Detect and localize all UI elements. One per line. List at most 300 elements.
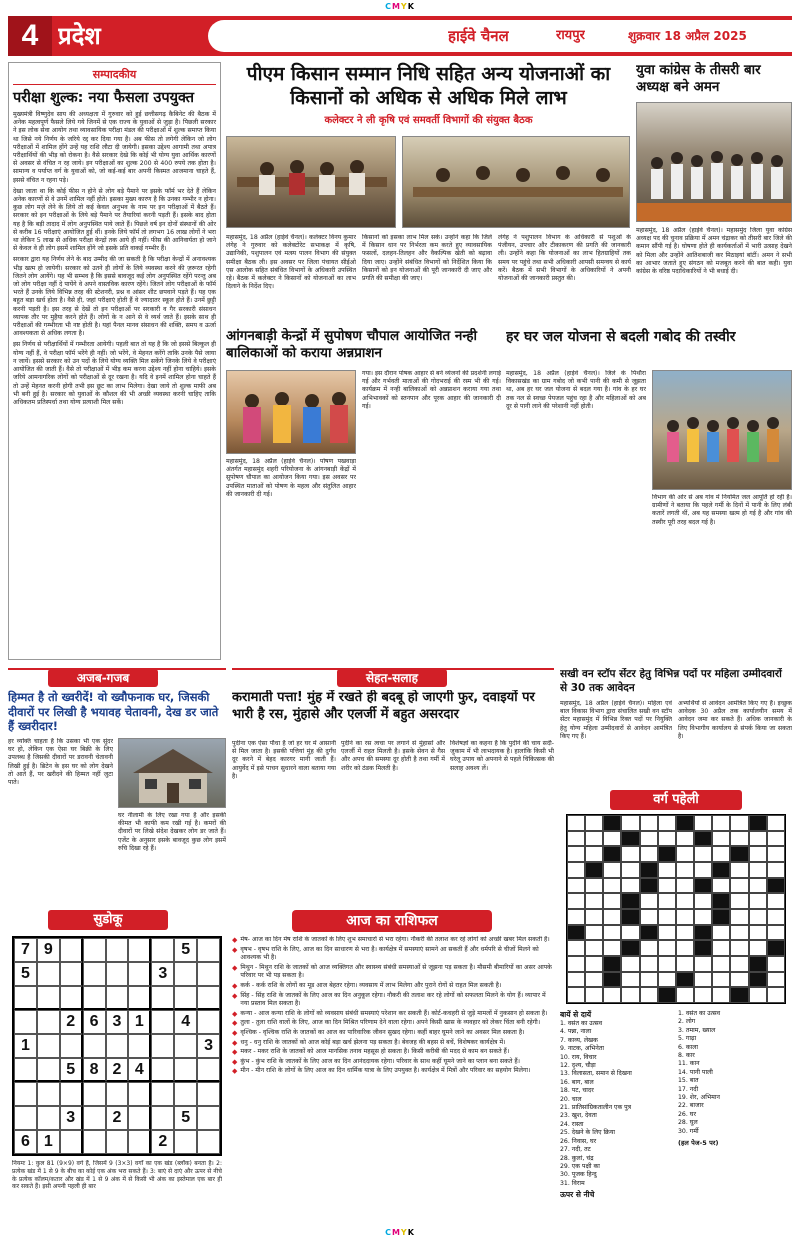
sudoku-cell	[197, 1082, 220, 1106]
crossword-cell	[749, 956, 767, 972]
water-body-1: महासमुंद, 18 अप्रैल (हाईवे चैनल)। जिले के पिथौरा विकासखंड का ग्राम गबोद जो कभी पानी की कमी से जूझता था, अब हर घर जल योजना से बदल गया है। गांव के हर घर तक नल से स्वच्छ पेयजल पहुंच रहा है और महिलाओं को अब दूर से पानी लाने की परेशानी नहीं होती।	[506, 370, 646, 410]
crossword-cell	[712, 909, 730, 925]
zodiac-icon: ◆	[232, 963, 238, 972]
anganwadi-body-1: महासमुंद, 18 अप्रैल (हाईवे चैनल)। पोषण पखवाड़ा अंतर्गत महासमुंद शहरी परियोजना के आंगनबाड़ी केंद्रों में सुपोषण चौपाल का आयोजन किया गया। इस अवसर पर उपस्थित माताओं को पोषण के महत्व और संतुलित आहार की जानकारी दी गई।	[226, 458, 356, 498]
sudoku-cell	[151, 1082, 174, 1106]
crossword-cell	[585, 862, 603, 878]
crossword-clue: 30. गर्मी	[678, 1127, 699, 1135]
ajab-gajab-story	[8, 668, 226, 904]
sudoku-cell: 4	[128, 1058, 151, 1082]
crossword-clue: 27. नदी, तट	[560, 1146, 591, 1154]
crossword-cell	[603, 846, 621, 862]
sudoku-cell	[106, 1034, 129, 1058]
sudoku-cell	[174, 986, 197, 1010]
sudoku-label: सुडोकू	[48, 910, 168, 930]
sudoku-cell	[83, 1034, 106, 1058]
crossword-cell	[658, 831, 676, 847]
crossword-cell	[730, 815, 748, 831]
section-title: प्रदेश	[58, 22, 101, 50]
crossword-cell	[676, 862, 694, 878]
sudoku-cell	[151, 1034, 174, 1058]
crossword-cell	[621, 815, 639, 831]
crossword-answer-note: (हल पेज-5 पर)	[678, 1139, 719, 1148]
rashifal-item	[232, 982, 554, 991]
page-header	[8, 16, 792, 56]
crossword-cell	[621, 940, 639, 956]
sudoku-cell	[60, 986, 83, 1010]
rashifal-item	[232, 936, 554, 945]
crossword-cell	[767, 862, 785, 878]
crossword-cell	[567, 815, 585, 831]
crossword-cell	[730, 987, 748, 1003]
sudoku-cell: 5	[174, 938, 197, 962]
lead-photo	[226, 136, 396, 228]
sudoku-cell: 7	[14, 938, 37, 962]
crossword-clue: 7. काव्य, लेखक	[560, 1036, 598, 1044]
crossword-cell	[585, 909, 603, 925]
editorial-para-2: देखा जाता था कि कोई फीस न होने से लोग बड़े पैमाने पर इसके फॉर्म भर देते हैं लेकिन अनेक कारणों से वे उनमें शामिल नहीं होते। इसका मुख्य कारण है कि उनका गम्भीर न होना। कुछ लोग मज़े लेने के लिये तो कई केवल अनुभव के नाम पर इन परीक्षाओं में बैठते हैं। सरकार को इन परीक्षाओं के लिये बड़े पैमाने पर तैयारियां करनी पड़ती हैं। इसके बाद होता यह है कि बड़ी तादाद में लोग अनुपस्थित पाये जाते हैं। पिछले वर्ष इन दोनों संस्थानों की ओर से करीब 16 परीक्षाएं आयोजित हुई थीं। इनके लिये फॉर्म तो लगभग 16 लाख लोगों ने भरा था लेकिन 5 लाख से अधिक परीक्षा केन्द्रों तक आये ही नहीं। फीस की आनिवार्यता हो जाने से केवल वे ही लोग इसमें शामिल होंगे जो इसके प्रति वाकई गम्भीर हैं।	[13, 187, 216, 253]
crossword-clue: 30. पूजक हिन्दु	[560, 1171, 597, 1179]
crossword-cell	[730, 893, 748, 909]
crossword-cell	[640, 909, 658, 925]
anganwadi-body-2: गया। इस दौरान पोषक आहार से बने व्यंजनों की प्रदर्शनी लगाई गई और गर्भवती माताओं की गोदभराई की रस्म भी की गई। कार्यक्रम में नन्ही बालिकाओं को अन्नप्राशन कराया गया तथा अभिभावकों को स्तनपान और पूरक आहार की जानकारी दी गई।	[362, 370, 501, 410]
crossword-cell	[712, 925, 730, 941]
zodiac-icon: ◆	[232, 936, 238, 944]
crossword-cell	[658, 972, 676, 988]
sudoku-cell	[14, 1058, 37, 1082]
crossword-cell	[730, 940, 748, 956]
crossword-cell	[658, 862, 676, 878]
rashifal-item	[232, 992, 554, 1009]
crossword-cell	[567, 831, 585, 847]
crossword-cell	[676, 940, 694, 956]
sudoku-cell	[14, 1082, 37, 1106]
sudoku-cell	[14, 1010, 37, 1034]
crossword-cell	[712, 862, 730, 878]
sudoku-cell	[83, 1130, 106, 1154]
crossword-cell	[640, 925, 658, 941]
crossword-cell	[567, 925, 585, 941]
crossword-cell	[603, 815, 621, 831]
sakhi-story	[560, 668, 792, 788]
sudoku-cell	[106, 1082, 129, 1106]
crossword-clue: 24. रास्ता	[560, 1120, 584, 1128]
ajab-body-2: घर नीलामी के लिए रखा गया है और इसकी कीमत भी काफी कम रखी गई है। कमरों की दीवारों पर लिखे संदेश देखकर लोग डर जाते हैं। एजेंट के अनुसार इसके बावजूद कुछ लोग इसमें रुचि दिखा रहे हैं।	[118, 812, 226, 852]
crossword-clue: 29. एक पक्षी का	[560, 1162, 600, 1170]
health-body-2: पुदीने का रस त्वचा पर लगाने से मुंहासों और एलर्जी में राहत मिलती है। इसके सेवन से गैस और अपच की समस्या दूर होती है तथा गर्मी में शरीर को ठंडक मिलती है।	[341, 740, 445, 772]
crossword-cell	[658, 956, 676, 972]
crossword-cell	[749, 862, 767, 878]
crossword-cell	[658, 893, 676, 909]
crossword-cell	[621, 909, 639, 925]
sudoku-cell	[60, 962, 83, 986]
lead-headline: पीएम किसान सम्मान निधि सहित अन्य योजनाओं का किसानों को अधिक से अधिक मिले लाभ	[246, 63, 611, 109]
ajab-body-1: हर व्यक्ति चाहता है कि उसका भी एक सुंदर घर हो, लेकिन एक ऐसा घर बिक्री के लिए उपलब्ध है जिसकी दीवारों पर डरावनी चेतावनी लिखी हुई है। ब्रिटेन के इस घर को लोग देखने तो आते हैं, पर खरीदने की हिम्मत नहीं जुटा पाते।	[8, 738, 113, 787]
crossword-cell	[712, 878, 730, 894]
sudoku-grid	[12, 936, 222, 1156]
crossword-clue: 12. दृश्य, चौड़ा	[560, 1062, 596, 1070]
crossword-clue: 13. विलासता, समान से दिखना	[560, 1070, 632, 1078]
sudoku-cell	[60, 1034, 83, 1058]
crossword-cell	[640, 846, 658, 862]
rashifal-text: कर्क - कर्क राशि के लोगों का मूड आज बेहतर रहेगा। व्यवसाय में लाभ मिलेगा और पुराने रोगों से राहत मिल सकती है।	[240, 981, 502, 989]
crossword-cell	[585, 972, 603, 988]
crossword-clue: 18. पट, चादर	[560, 1087, 594, 1095]
crossword-cell	[621, 925, 639, 941]
ajab-label: अजब-गजब	[48, 669, 158, 687]
crossword-cell	[767, 846, 785, 862]
crossword-cell	[694, 831, 712, 847]
crossword-clue: 26. घर	[678, 1110, 696, 1118]
sakhi-headline: सखी वन स्टॉप सेंटर हेतु विभिन्न पदों पर महिला उम्मीदवारों से 30 तक आवेदन	[560, 668, 782, 694]
rashifal-text: वृषभ - वृषभ राशि के लिए, आज का दिन साधारण से भरा है। कार्यक्षेत्र में समस्याएं सामने आ सकती हैं और धर्मपरि से चीजों मिलने को आवश्यक भी है।	[240, 945, 539, 962]
crossword-cell	[694, 956, 712, 972]
sudoku-cell	[83, 938, 106, 962]
crossword-cell	[621, 878, 639, 894]
rashifal-item	[232, 1067, 554, 1076]
health-body-3: विशेषज्ञों का कहना है कि पुदीने की चाय सर्दी-जुकाम में भी लाभदायक है। हालांकि किसी भी घरेलू उपाय को अपनाने से पहले चिकित्सक की सलाह अवश्य लें।	[450, 740, 554, 772]
crossword-clue: 2. लोग	[678, 1018, 696, 1026]
crossword-clue: 15. बात	[678, 1077, 699, 1085]
crossword-cell	[712, 846, 730, 862]
water-headline: हर घर जल योजना से बदली गबोद की तस्वीर	[506, 329, 736, 345]
editorial-para-4: इस निर्णय से परीक्षार्थियों में गम्भीरता आयेगी। पहली बात तो यह है कि जो इससे बिल्कुल ही योग्य नहीं हैं, वे परीक्षा फॉर्म भरेंगे ही नहीं। जो भरेंगे, वे मेहनत करेंगे ताकि उनके पैसे जाया न जायें। इससे सरकार को उन पदों के लिये योग्य व्यक्ति मिल सकेंगे जिनके लिये वे परीक्षाएं आयोजित की जाती हैं। वैसे तो परीक्षाओं में भीड़ कम करना उद्देश्य नहीं होना चाहिये। इसके जरिये आमनागरिक लोगों को परीक्षाओं से दूर रखना है। यदि वे इनमें शामिल होना चाहते हैं तो उन्हें मेहनत करनी होगी तभी इस छूट का लाभ मिलेगा। देखा जाये तो शुल्क माफी अब भी बनी हुई है। सरकार को युवाओं के कौशल की भी अच्छी व्यवस्था करनी चाहिए ताकि अधिकतम प्रतिस्पर्धा तथा योग्य प्रत्याशी मिल सकें।	[13, 341, 216, 406]
crossword-cell	[603, 909, 621, 925]
sudoku-cell	[37, 1010, 60, 1034]
sudoku-cell	[106, 962, 129, 986]
print-registration-bottom: CMYK	[385, 1228, 415, 1237]
crossword-cell	[640, 893, 658, 909]
sudoku-cell	[151, 986, 174, 1010]
crossword-cell	[694, 893, 712, 909]
rashifal-item	[232, 1048, 554, 1057]
sudoku-cell	[83, 986, 106, 1010]
rashifal-section	[232, 910, 554, 1236]
water-story	[506, 328, 792, 664]
crossword-cell	[767, 878, 785, 894]
editorial-para-3: सरकार द्वारा यह निर्णय लेने के बाद उम्मीद की जा सकती है कि परीक्षा केन्द्रों में अनावश्यक भीड़ खत्म हो जायेगी। सरकार को उतने ही लोगों के लिये व्यवस्था करने की ज़रूरत रहेगी जितने लोग आयेंगे। यह भी सम्भव है कि इससे बावजूद कई लोग अनुपस्थित रहेंगे परन्तु अब जो लोग परीक्षा नहीं दे पायेंगे वे अपने वास्तविक कारण रहेंगे। जितने लोग परीक्षाओं के फॉर्म भरते हैं उनके लिये विभिन्न तरह की स्टेशनरी, प्रश्न व आंसर शीट छपवाने पड़ते हैं। यह एक बहुत बड़ा खर्च होता है। वैसे ही, जहां परीक्षाएं होती हैं वे ज्यादातर स्कूल होते हैं। उनमें छुट्टी करनी पड़ती है। इस तरह से देखें तो इन परीक्षाओं पर सरकारी व गैर सरकारी संसाधन व्यापक तौर पर मुहैया करने होते हैं। लोगों के न आने से वे व्यर्थ जाते हैं। इसके साथ ही परीक्षाओं की गम्भीरता भी नष्ट होती है। यहां पैनल मानव संसाधन की शक्ति, समय व ऊर्जा आवश्यकता से अधिक लगता है।	[13, 256, 216, 338]
crossword-cell	[694, 878, 712, 894]
crossword-clue: 26. निवास, घर	[560, 1137, 597, 1145]
crossword-clue: 14. पानी पाली	[678, 1068, 713, 1076]
crossword-cell	[567, 846, 585, 862]
crossword-cell	[767, 987, 785, 1003]
crossword-cell	[730, 831, 748, 847]
sudoku-cell	[197, 1058, 220, 1082]
rashifal-item	[232, 1039, 554, 1048]
crossword-cell	[658, 878, 676, 894]
crossword-cell	[676, 831, 694, 847]
crossword-cell	[730, 972, 748, 988]
crossword-clue: 11. कान	[678, 1060, 700, 1068]
sudoku-cell: 2	[60, 1010, 83, 1034]
crossword-cell	[712, 940, 730, 956]
sudoku-cell	[60, 938, 83, 962]
sudoku-section	[8, 910, 226, 1236]
crossword-cell	[585, 893, 603, 909]
crossword-cell	[730, 862, 748, 878]
rashifal-text: तुला - तुला राशि वालों के लिए, आज का दिन मिश्रित परिणाम देने वाला रहेगा। अपने किसी खास के व्यवहार को लेकर चिंता बनी रहेगी।	[240, 1019, 541, 1027]
crossword-cell	[767, 815, 785, 831]
crossword-cell	[567, 972, 585, 988]
sudoku-cell	[60, 1082, 83, 1106]
rashifal-item	[232, 1019, 554, 1028]
sudoku-cell	[197, 986, 220, 1010]
crossword-cell	[585, 956, 603, 972]
sudoku-cell	[174, 962, 197, 986]
rashifal-label: आज का राशिफल	[292, 910, 492, 932]
rashifal-text: मिथुन - मिथुन राशि के जातकों को आज व्यक्तिगत और स्वास्थ्य संबंधी समस्याओं से जूझना पड़ सकता है। मौसमी बीमारियों का असर आपके परिवार पर भी पड़ सकता है।	[240, 963, 552, 980]
crossword-clue: 1. वसंत का उत्सव	[678, 1010, 721, 1017]
crossword-cell	[712, 893, 730, 909]
editorial-title: परीक्षा शुल्क: नया फैसला उपयुक्त	[13, 90, 195, 106]
crossword-cell	[749, 909, 767, 925]
crossword-cell	[585, 831, 603, 847]
zodiac-icon: ◆	[232, 1057, 238, 1066]
crossword-cell	[767, 893, 785, 909]
sudoku-cell	[128, 962, 151, 986]
crossword-cell	[567, 956, 585, 972]
paper-name: हाईवे चैनल	[448, 27, 509, 45]
sudoku-cell	[197, 962, 220, 986]
crossword-cell	[640, 987, 658, 1003]
sudoku-cell	[128, 1106, 151, 1130]
crossword-cell	[676, 956, 694, 972]
issue-date: शुक्रवार 18 अप्रैल 2025	[628, 29, 747, 43]
crossword-clue: 6. काला	[678, 1043, 699, 1051]
crossword-cell	[749, 878, 767, 894]
sudoku-cell	[37, 962, 60, 986]
crossword-clue: 1. वसंत का उत्सव	[560, 1020, 603, 1027]
page-number: 4	[21, 19, 39, 52]
meeting-photo-icon	[403, 137, 630, 228]
crossword-cell	[676, 893, 694, 909]
women-group-photo-icon	[227, 371, 356, 454]
crossword-clue: 21. प्रातिसांग्रिकतालीन एक पुत्र	[560, 1104, 632, 1112]
clues-across	[560, 1010, 672, 1236]
crossword-cell	[658, 846, 676, 862]
crossword-cell	[694, 909, 712, 925]
crossword-cell	[585, 846, 603, 862]
health-story	[232, 668, 554, 904]
crossword-cell	[585, 878, 603, 894]
crossword-cell	[567, 893, 585, 909]
crossword-cell	[712, 972, 730, 988]
sudoku-cell	[60, 1130, 83, 1154]
zodiac-icon: ◆	[232, 1019, 238, 1028]
crossword-cell	[767, 831, 785, 847]
sudoku-cell	[197, 1010, 220, 1034]
anganwadi-headline: आंगनबाड़ी केन्द्रों में सुपोषण चौपाल आयोजित नन्ही बालिकाओं को कराया अन्नप्राशन	[226, 328, 478, 361]
crossword-cell	[658, 987, 676, 1003]
crossword-cell	[621, 987, 639, 1003]
sudoku-cell: 2	[151, 1130, 174, 1154]
crossword-cell	[603, 893, 621, 909]
sudoku-cell: 2	[106, 1058, 129, 1082]
crossword-cell	[749, 972, 767, 988]
editorial-label: सम्पादकीय	[13, 67, 216, 85]
crossword-cell	[676, 815, 694, 831]
crossword-cell	[658, 940, 676, 956]
clues-down	[678, 1010, 792, 1236]
crossword-cell	[640, 815, 658, 831]
meeting-photo-icon	[227, 137, 396, 228]
ajab-headline: हिम्मत है तो ख्वरीदें! वो ख्वौफनाक घर, जिसकी दीवारों पर लिखी है भयावह चेतावनी, देख डर जाते हैं ख्वरीदार!	[8, 690, 219, 733]
sudoku-cell	[83, 1106, 106, 1130]
rashifal-text: सिंह - सिंह राशि के जातकों के लिए आज का दिन अनुकूल रहेगा। नौकरी की तलाश कर रहे लोगों को सफलता मिलने के योग हैं। व्यापार में नया प्रस्ताव मिल सकता है।	[240, 991, 546, 1008]
crossword-cell	[749, 846, 767, 862]
sudoku-cell	[14, 1106, 37, 1130]
sudoku-cell: 9	[37, 938, 60, 962]
sudoku-cell	[151, 1106, 174, 1130]
youth-photo	[636, 102, 792, 222]
sudoku-cell: 6	[83, 1010, 106, 1034]
sudoku-cell	[197, 938, 220, 962]
rashifal-text: मकर - मकर राशि के जातकों को आज मानसिक तनाव महसूस हो सकता है। किसी करीबी की मदद से काम बन सकते हैं।	[240, 1048, 510, 1056]
lead-body-2: किसानों को इसका लाभ मिल सके। उन्होंने कहा कि जिले में किसान धान पर निर्भरता कम करते हुए व्यावसायिक फसलों, दलहन-तिलहन और वैकल्पिक खेती को बढ़ावा दिया जाए। उन्होंने संबंधित विभागों को निर्देशित किया कि किसानों को इन योजनाओं की पूरी जानकारी दी जाए और प्रगति की समीक्षा की जाए।	[362, 234, 492, 283]
crowd-photo-icon	[637, 103, 792, 222]
crossword-cell	[567, 862, 585, 878]
crossword-clue: 28. घुल	[678, 1119, 698, 1127]
crossword-cell	[712, 956, 730, 972]
crossword-cell	[730, 925, 748, 941]
crossword-clue: 4. पन्ना, नाला	[560, 1028, 592, 1036]
zodiac-icon: ◆	[232, 1067, 238, 1076]
crossword-cell	[730, 956, 748, 972]
lead-subhead: कलेक्टर ने ली कृषि एवं समवर्ती विभागों की संयुक्त बैठक	[324, 115, 533, 126]
crossword-clue: 20. चाल	[560, 1095, 582, 1103]
crossword-cell	[585, 987, 603, 1003]
crossword-cell	[585, 815, 603, 831]
sudoku-cell	[106, 1130, 129, 1154]
crossword-cell	[621, 831, 639, 847]
crossword-cell	[676, 846, 694, 862]
sudoku-cell	[37, 986, 60, 1010]
sudoku-cell: 5	[174, 1106, 197, 1130]
crossword-clue: 22. बाजार	[678, 1102, 704, 1110]
crossword-cell	[694, 940, 712, 956]
crossword-grid	[566, 814, 786, 1004]
sudoku-cell	[83, 1082, 106, 1106]
crossword-cell	[640, 956, 658, 972]
crossword-cell	[694, 815, 712, 831]
rashifal-list	[232, 936, 554, 1236]
clues-down-list	[678, 1010, 792, 1136]
sudoku-cell	[197, 1106, 220, 1130]
crossword-cell	[712, 987, 730, 1003]
crossword-cell	[658, 815, 676, 831]
crossword-cell	[603, 956, 621, 972]
crossword-cell	[749, 925, 767, 941]
sudoku-cell: 5	[14, 962, 37, 986]
editorial-para-1: मुख्यमंत्री विष्णुदेव साय की अध्यक्षता में गुरुवार को हुई छत्तीसगढ़ कैबिनेट की बैठक में अनेक महत्वपूर्ण फैसले लिये गये जिनमें से एक राज्य के युवाओं से जुड़ा है। पिछली सरकार ने इस लोक सेवा आयोग तथा व्यावसायिक परीक्षा मंडल की परीक्षाओं में शुल्क समाप्त किया था जिसे नये निर्णय के जरिये रद्द कर दिया गया है। अब फीस तो लगेगी लेकिन जो लोग परीक्षाओं में शामिल होंगे उन्हें यह राशि लौटा दी जायेगी। इसका उद्देश्य आगामी तथा अपात्र परीक्षार्थियों की भीड़ को रोकना है। वैसे सरकार देखे कि कोई भी योग्य युवा आर्थिक कारणों से अवसर से वंचित न रह जाये। इन परीक्षाओं का शुल्क 200 से 400 रुपये तक होता है। सामान्य व पर्याप्त वर्ग के युवाओं को, जो कई-कई बार अपनी किस्मत आजमाना चाहते हैं, इससे वंचित न रहना पड़े।	[13, 111, 216, 184]
youth-body: महासमुंद, 18 अप्रैल (हाईवे चैनल)। महासमुंद जिला युवा कांग्रेस अध्यक्ष पद की चुनाव प्रक्रिया में अमन चंद्राकर को तीसरी बार जिले की कमान सौंपी गई है। घोषणा होते ही कार्यकर्ताओं में भारी उत्साह देखने को मिला और उन्होंने आतिशबाजी कर मिठाइयां बांटीं। अमन ने सभी का आभार जताते हुए संगठन को मजबूत करने की बात कही। युवा कांग्रेस के वरिष्ठ पदाधिकारियों ने भी बधाई दी।	[636, 227, 792, 276]
crossword-cell	[676, 987, 694, 1003]
crossword-cell	[694, 846, 712, 862]
sudoku-cell	[128, 938, 151, 962]
sudoku-cell	[197, 1130, 220, 1154]
crossword-cell	[658, 925, 676, 941]
crossword-cell	[567, 878, 585, 894]
lead-body-3: लंगेह ने पशुपालन विभाग के अधिकारी से पशुओं के पंजीयन, उपचार और टीकाकरण की प्रगति की जानकारी ली। उन्होंने कहा कि योजनाओं का लाभ हितग्राहियों तक समय पर पहुंचे तथा सभी अधिकारी आपसी समन्वय से कार्य करें। बैठक में सभी विभागों के अधिकारियों ने अपनी योजनाओं की जानकारी प्रस्तुत की।	[498, 234, 631, 283]
crossword-clue: 19. शेर, अभिमान	[678, 1094, 720, 1102]
crossword-cell	[749, 893, 767, 909]
rashifal-item	[232, 946, 554, 963]
crossword-cell	[730, 846, 748, 862]
lead-story	[226, 62, 631, 322]
zodiac-icon: ◆	[232, 945, 238, 954]
crossword-clue: 8. कार	[678, 1052, 695, 1060]
crossword-cell	[694, 972, 712, 988]
zodiac-icon: ◆	[232, 1038, 238, 1047]
crossword-cell	[676, 972, 694, 988]
crossword-cell	[567, 987, 585, 1003]
sudoku-cell: 1	[37, 1130, 60, 1154]
sudoku-cell	[174, 1082, 197, 1106]
sudoku-cell: 3	[197, 1034, 220, 1058]
water-body-2: विभाग की ओर से अब गांव में नियमित जल आपूर्ति हो रही है। ग्रामीणों ने बताया कि पहले गर्मी के दिनों में पानी के लिए लंबी कतारें लगती थीं, अब यह समस्या खत्म हो गई है और गांव की तस्वीर पूरी तरह बदल गई है।	[652, 494, 792, 526]
crossword-cell	[603, 862, 621, 878]
crossword-label: वर्ग पहेली	[610, 790, 742, 810]
crossword-cell	[749, 815, 767, 831]
sudoku-cell: 2	[106, 1106, 129, 1130]
crossword-cell	[749, 987, 767, 1003]
crossword-cell	[694, 862, 712, 878]
zodiac-icon: ◆	[232, 1028, 238, 1037]
crossword-cell	[694, 925, 712, 941]
crossword-cell	[767, 909, 785, 925]
sudoku-cell	[37, 1034, 60, 1058]
sudoku-rules: नियमः 1: कुल 81 (9×9) वर्ग हैं, जिसमें 9 (3×3) वर्गों का एक खंड (ब्लॉक) बनता है। 2: प्रत्येक खंड में 1 से 9 के बीच का कोई एक अंक भरा सकते हैं। 3: बाएं से दाएं और ऊपर से नीचे के प्रत्येक कॉलम/कतार और खंड में 1 से 9 अंक में से किसी भी अंक का इस्तेमाल एक बार ही कर सकते हैं। इसी अपनी पहली ही बार	[12, 1160, 222, 1191]
crossword-cell	[712, 831, 730, 847]
crossword-cell	[730, 878, 748, 894]
crossword-cell	[767, 956, 785, 972]
print-registration-top: CMYK	[385, 2, 415, 11]
lead-photo-2	[402, 136, 630, 228]
rashifal-item	[232, 1029, 554, 1038]
crossword-clue: 17. नदी	[678, 1085, 699, 1093]
crossword-clue: 25. देखने के लिए क्रिया	[560, 1129, 616, 1137]
sudoku-cell	[128, 1082, 151, 1106]
crossword-cell	[640, 972, 658, 988]
zodiac-icon: ◆	[232, 1048, 238, 1057]
sudoku-cell	[37, 1106, 60, 1130]
rashifal-text: मीन - मीन राशि के लोगों के लिए आज का दिन धार्मिक यात्रा के लिए उपयुक्त है। कार्यक्षेत्र में मित्रों और परिवार का सहयोग मिलेगा।	[240, 1067, 531, 1075]
rashifal-item	[232, 1010, 554, 1019]
sudoku-cell: 3	[106, 1010, 129, 1034]
villagers-photo-icon	[653, 371, 792, 490]
health-headline: करामाती पत्ता! मुंह में रखते ही बदबू हो जाएगी फुर, दवाइयों पर भारी है रस, मुंहासे और एलर्जी में बहुत असरदार	[232, 690, 535, 722]
house-photo-icon	[119, 739, 226, 808]
crossword-cell	[585, 940, 603, 956]
crossword-cell	[621, 846, 639, 862]
clues-across-title: बायें से दायें	[560, 1010, 592, 1019]
sudoku-cell: 3	[60, 1106, 83, 1130]
crossword-cell	[767, 940, 785, 956]
crossword-clue: 23. खुश, देवता	[560, 1112, 597, 1120]
crossword-clue: 5. गाढ़ा	[678, 1035, 697, 1043]
rashifal-item	[232, 1058, 554, 1067]
crossword-cell	[567, 940, 585, 956]
header-strip	[208, 20, 792, 52]
crossword-cell	[767, 925, 785, 941]
sudoku-cell: 4	[174, 1010, 197, 1034]
crossword-cell	[603, 925, 621, 941]
youth-story	[636, 62, 792, 322]
sudoku-cell	[128, 1034, 151, 1058]
sudoku-cell	[128, 986, 151, 1010]
youth-headline: युवा कांग्रेस के तीसरी बार अध्यक्ष बने अमन	[636, 62, 761, 95]
